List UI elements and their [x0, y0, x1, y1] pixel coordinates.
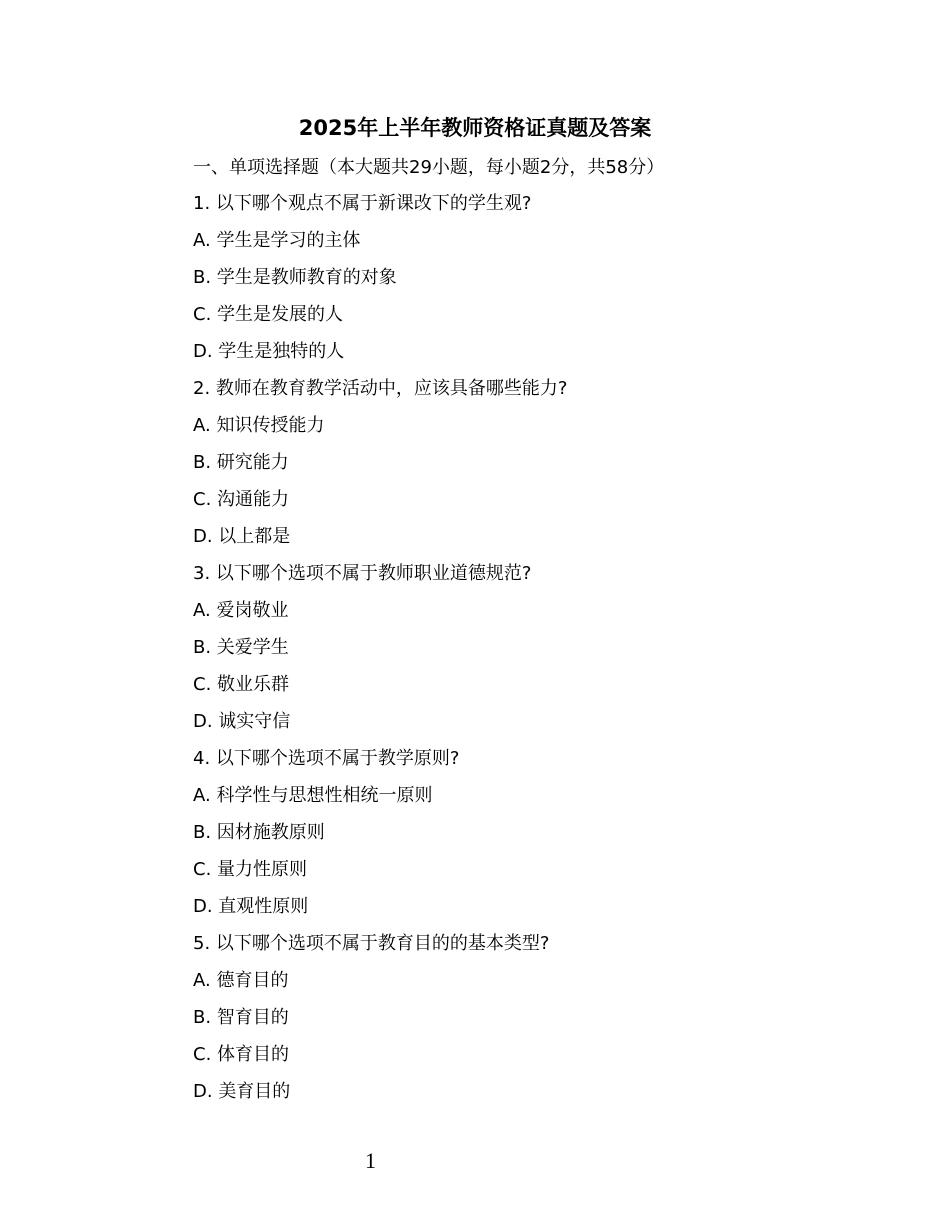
- question-3: [193, 555, 893, 740]
- option-c: C. 敬业乐群: [193, 674, 290, 695]
- option-d: D. 美育目的: [193, 1081, 291, 1102]
- question-1: [193, 185, 893, 370]
- option-c: C. 体育目的: [193, 1044, 290, 1065]
- question-stem: 2. 教师在教育教学活动中，应该具备哪些能力?: [193, 378, 568, 399]
- option-b: B. 关爱学生: [193, 637, 289, 658]
- option-a: A. 知识传授能力: [193, 415, 325, 436]
- option-b: B. 学生是教师教育的对象: [193, 267, 397, 288]
- question-5: [193, 925, 893, 1110]
- option-a: A. 科学性与思想性相统一原则: [193, 785, 433, 806]
- option-a: A. 德育目的: [193, 970, 289, 991]
- question-stem: 4. 以下哪个选项不属于教学原则?: [193, 748, 460, 769]
- option-b: B. 智育目的: [193, 1007, 289, 1028]
- question-2: [193, 370, 893, 555]
- document-title: 2025年上半年教师资格证真题及答案: [298, 116, 652, 140]
- option-c: C. 学生是发展的人: [193, 304, 344, 325]
- option-d: D. 直观性原则: [193, 896, 309, 917]
- question-4: [193, 740, 893, 925]
- option-a: A. 爱岗敬业: [193, 600, 289, 621]
- option-d: D. 以上都是: [193, 526, 291, 547]
- option-c: C. 量力性原则: [193, 859, 308, 880]
- section-heading: 一、单项选择题（本大题共29小题，每小题2分，共58分）: [193, 157, 665, 178]
- option-b: B. 研究能力: [193, 452, 289, 473]
- question-stem: 5. 以下哪个选项不属于教育目的的基本类型?: [193, 933, 550, 954]
- option-a: A. 学生是学习的主体: [193, 230, 361, 251]
- option-b: B. 因材施教原则: [193, 822, 325, 843]
- page-number: 1: [365, 1148, 376, 1173]
- option-d: D. 学生是独特的人: [193, 341, 345, 362]
- question-stem: 1. 以下哪个观点不属于新课改下的学生观?: [193, 193, 532, 214]
- option-d: D. 诚实守信: [193, 711, 291, 732]
- question-stem: 3. 以下哪个选项不属于教师职业道德规范?: [193, 563, 532, 584]
- document-body: [193, 151, 893, 1110]
- option-c: C. 沟通能力: [193, 489, 290, 510]
